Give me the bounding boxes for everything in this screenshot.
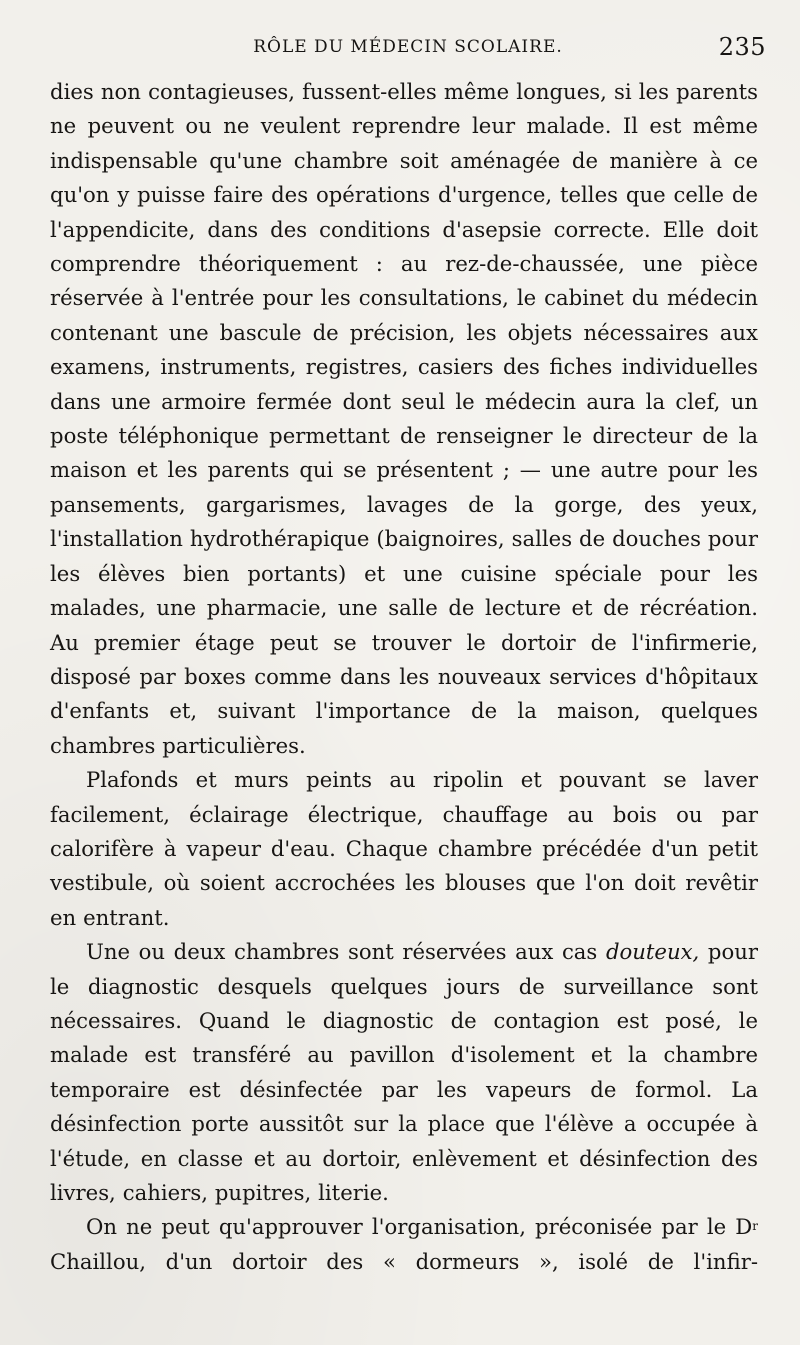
paragraph-3-italic: douteux, <box>605 939 700 965</box>
paragraph-4 <box>50 1210 758 1279</box>
paragraph-4-text-b: Chaillou, d'un dortoir des « dormeurs », isolé de l'infir- <box>50 1248 758 1274</box>
paragraph-1: dies non contagieuses, fussent-elles même longues, si les parents ne peuvent ou ne veulent reprendre leur malade. Il est même indispensable qu'une chambre soit aménagée de manière à ce qu'on y puisse faire des opérations d'urgence, telles que celle de l'appendicite, dans des conditions d'asepsie correcte. Elle doit comprendre théoriquement : au rez-de-chaussée, une pièce réservée à l'entrée pour les consultations, le cabinet du médecin contenant une bascule de précision, les objets nécessaires aux examens, instruments, registres, casiers des fiches individuelles dans une armoire fermée dont seul le médecin aura la clef, un poste téléphonique permettant de renseigner le directeur de la maison et les parents qui se présentent ; — une autre pour les pansements, gargarismes, lavages de la gorge, des yeux, l'installation hydrothérapique (baignoires, salles de douches pour les élèves bien portants) et une cuisine spéciale pour les malades, une pharmacie, une salle de lecture et de récréation. Au premier étage peut se trouver le dortoir de l'infirmerie, disposé par boxes comme dans les nouveaux services d'hôpitaux d'enfants et, suivant l'importance de la maison, quelques chambres particulières. <box>50 79 758 758</box>
paragraph-2: Plafonds et murs peints au ripolin et pouvant se laver facilement, éclairage électrique, chauffage au bois ou par calorifère à vapeur d'eau. Chaque chambre précédée d'un petit vestibule, où soient accrochées les blouses que l'on doit revêtir en entrant. <box>50 767 758 930</box>
running-title: RÔLE DU MÉDECIN SCOLAIRE. <box>253 37 563 57</box>
paragraph-4-superscript: r <box>752 1219 758 1234</box>
paragraph-3 <box>50 935 758 1210</box>
page-number: 235 <box>718 33 766 61</box>
paragraph-3-text-a: Une ou deux chambres sont réservées aux cas <box>86 939 606 965</box>
body-text <box>50 75 758 1279</box>
paragraph-3-text-b: pour le diagnostic desquels quelques jours de surveillance sont nécessaires. Quand le diagnostic de contagion est posé, le malade est transféré au pavillon d'isolement et la chambre temporaire est désinfectée par les vapeurs de formol. La désinfection porte aussitôt sur la place que l'élève a occupée à l'étude, en classe et au dortoir, enlèvement et désinfection des livres, cahiers, pupitres, literie. <box>50 939 759 1205</box>
paragraph-4-text-a: On ne peut qu'approuver l'organisation, préconisée par le D <box>86 1214 753 1240</box>
running-head <box>50 33 766 73</box>
